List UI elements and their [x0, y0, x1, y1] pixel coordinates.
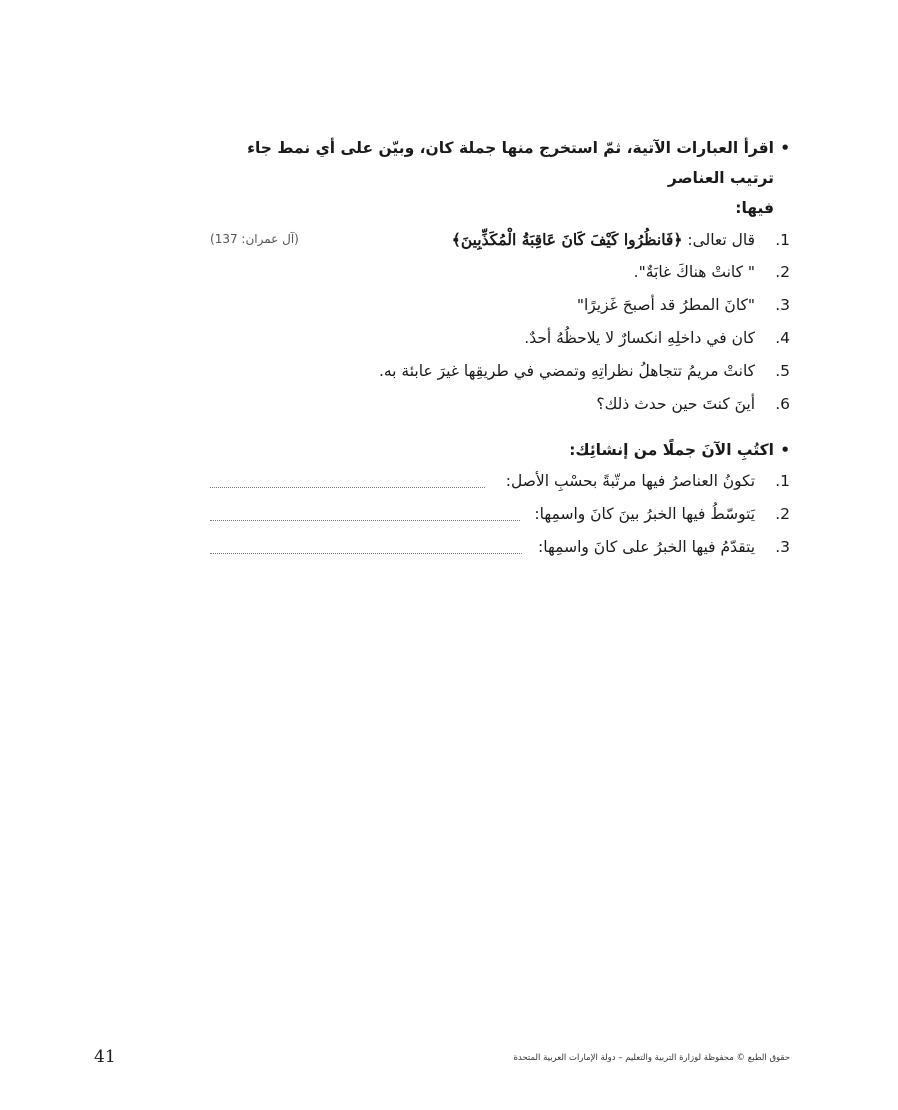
item-text: قال تعالى: [682, 231, 756, 249]
item-text: يَتوسّطُ فيها الخبرُ بينَ كانَ واسمِها: [534, 505, 756, 523]
list-item [210, 223, 790, 256]
list-item [210, 355, 790, 388]
item-number: 6. [775, 395, 790, 413]
bullet-icon: • [780, 441, 790, 459]
list-item [210, 322, 790, 355]
list-item [210, 531, 790, 564]
answer-line[interactable] [210, 553, 522, 554]
list-item [210, 256, 790, 289]
item-text: "كانَ المطرُ قد أصبحَ غَزيرًا" [576, 296, 756, 314]
item-text: كان في داخلِهِ انكسارٌ لا يلاحظُهُ أحدٌ. [524, 329, 756, 347]
instruction-2 [210, 435, 790, 465]
item-number: 3. [775, 538, 790, 556]
item-number: 1. [775, 231, 790, 249]
item-text: يتقدّمُ فيها الخبرُ على كانَ واسمِها: [538, 538, 756, 556]
content [210, 133, 790, 564]
instruction-1-line1: اقرأ العبارات الآتية، ثمّ استخرج منها جملة كان، وبيّن على أي نمط جاء ترتيب العناصر [247, 139, 774, 187]
instruction-1 [210, 133, 790, 223]
footer [80, 1045, 790, 1075]
item-number: 2. [775, 263, 790, 281]
instruction-1-line2: فيها: [735, 199, 774, 217]
item-number: 1. [775, 472, 790, 490]
list-item [210, 388, 790, 421]
answer-line[interactable] [210, 487, 485, 488]
list-item [210, 498, 790, 531]
item-number: 4. [775, 329, 790, 347]
page-number: 41 [94, 1047, 116, 1067]
copyright-notice: حقوق الطبع © محفوظة لوزارة التربية والتعليم – دولة الإمارات العربية المتحدة [513, 1053, 790, 1063]
item-number: 5. [775, 362, 790, 380]
quran-verse: ﴿فَانظُرُوا كَيْفَ كَانَ عَاقِبَةُ الْمُكَذِّبِينَ﴾ [451, 230, 683, 249]
item-text: تكونُ العناصرُ فيها مرتّبةً بحسْبِ الأصل: [505, 472, 756, 490]
list-item [210, 289, 790, 322]
item-text: أينَ كنتَ حين حدث ذلك؟ [596, 395, 756, 413]
item-text: كانتْ مريمُ تتجاهلُ نظراتِهِ وتمضي في طريقِها غيرَ عابئة به. [378, 362, 756, 380]
instruction-2-text: اكتُبِ الآنَ جملًا من إنشائِك: [569, 441, 774, 459]
item-number: 3. [775, 296, 790, 314]
answer-line[interactable] [210, 520, 520, 521]
item-text: " كانتْ هناكَ غابَةٌ". [633, 263, 756, 281]
verse-source: (آل عمران: 137) [210, 232, 299, 246]
bullet-icon: • [780, 139, 790, 157]
item-number: 2. [775, 505, 790, 523]
list-item [210, 465, 790, 498]
